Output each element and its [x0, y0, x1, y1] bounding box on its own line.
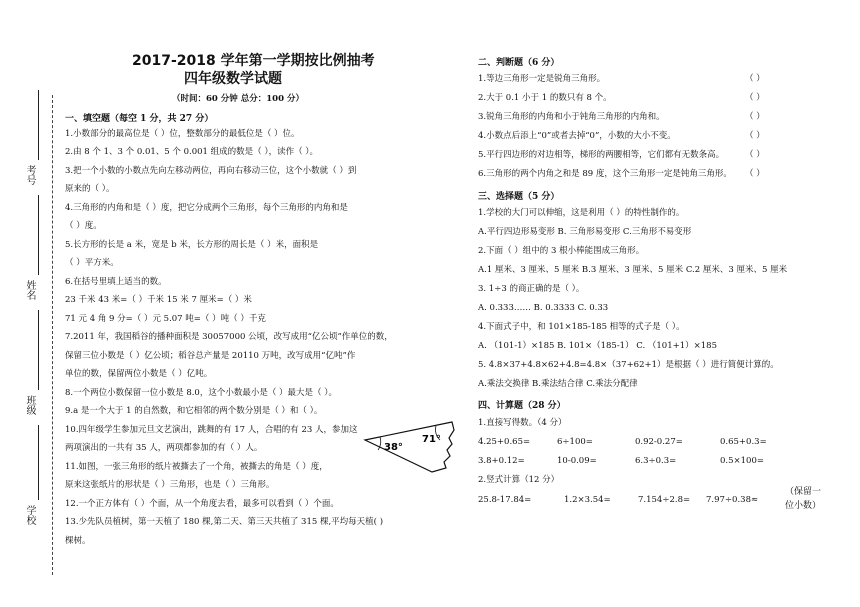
choice-line: A. （101-1）×185 B. 101×（185-1） C. （101+1）×185: [478, 341, 718, 351]
judge-mark: （ ）: [745, 131, 765, 141]
question-line: 71 元 4 角 9 分=（ ）元 5.07 吨=（ ）吨（ ）千克: [65, 314, 266, 324]
calc-item: 0.5×100=: [720, 456, 764, 466]
section-calc: 四、计算题（28 分）: [478, 401, 566, 411]
question-line: 3.把一个小数的小数点先向左移动两位，再向右移动三位，这个小数就（ ）到: [65, 166, 357, 176]
binding-line-4: [38, 425, 39, 500]
calc-item: 7.154÷2.8=: [638, 495, 691, 505]
question-line: 1.小数部分的最高位是（ ）位，整数部分的最低位是（ ）位。: [65, 129, 300, 139]
cut-line: [52, 95, 53, 575]
calc-subtitle: 2.竖式计算（12 分）: [478, 475, 560, 485]
exam-subtitle: 四年级数学试题: [184, 71, 282, 87]
choice-line: 3. 1÷3 的商正确的是（ ）。: [478, 284, 585, 294]
binding-line-1: [38, 90, 39, 160]
choice-line: 4.下面式子中，和 101×185-185 相等的式子是（ ）。: [478, 322, 685, 332]
judge-mark: （ ）: [745, 74, 765, 84]
question-line: （ ）度。: [65, 221, 102, 231]
exam-title: 2017-2018 学年第一学期按比例抽考: [132, 53, 375, 69]
section-fill-blank: 一、填空题（每空 1 分，共 27 分）: [65, 114, 214, 124]
calc-item: 3.8+0.12=: [478, 456, 525, 466]
question-line: （ ）平方米。: [65, 258, 119, 268]
rounding-note-line2: 位小数）: [785, 501, 822, 511]
class-label: 班级: [24, 395, 35, 415]
judge-item: 6.三角形的两个内角之和是 89 度，这个三角形一定是钝角三角形。: [478, 169, 732, 179]
judge-item: 3.锐角三角形的内角和小于钝角三角形的内角和。: [478, 112, 665, 122]
question-line: 11.如图，一张三角形的纸片被撕去了一个角，被撕去的角是（ ）度，: [65, 462, 328, 472]
choice-line: 1.学校的大门可以伸缩，这是利用（ ）的特性制作的。: [478, 208, 685, 218]
name-label: 姓名: [24, 280, 35, 300]
question-line: 13.少先队员植树，第一天植了 180 棵,第二天、第三天共植了 315 棵,平均每天植( ): [65, 517, 384, 527]
rounding-note-line1: （保留一: [785, 487, 822, 497]
question-line: 23 千米 43 米=（ ）千米 15 米 7 厘米=（ ）米: [65, 295, 252, 305]
question-line: 7.2011 年，我国稻谷的播种面积是 30057000 公顷，改写成用“亿公顷”作单位的数，: [65, 332, 393, 342]
calc-item: 10-0.09=: [557, 456, 597, 466]
torn-triangle-figure: [362, 420, 462, 475]
question-line: 9.a 是一个大于 1 的自然数，和它相邻的两个数分别是（ ）和（ ）。: [65, 406, 323, 416]
choice-line: 5. 4.8×37+4.8×62+4.8=4.8×（37+62+1）是根据（ ）进行简便计算的。: [478, 360, 779, 370]
choice-line: A.乘法交换律 B.乘法结合律 C.乘法分配律: [478, 379, 638, 389]
calc-item: 1.2×3.54=: [564, 495, 611, 505]
exam-meta: （时间：60 分钟 总分：100 分）: [172, 94, 304, 104]
calc-item: 25.8-17.84=: [478, 495, 532, 505]
question-line: 原来这张纸片的形状是（ ）三角形，也是（ ）三角形。: [65, 480, 275, 490]
section-judge: 二、判断题（6 分）: [478, 58, 560, 68]
question-line: 10.四年级学生参加元旦文艺演出，跳舞的有 17 人，合唱的有 23 人，参加这: [65, 425, 358, 435]
judge-mark: （ ）: [745, 169, 765, 179]
question-line: 12.一个正方体有（ ）个面，从一个角度去看，最多可以看到（ ）个面。: [65, 499, 339, 509]
question-line: 8.一个两位小数保留一位小数是 8.0，这个小数最小是（ ）最大是（ ）。: [65, 388, 337, 398]
question-line: 单位的数，保留两位小数是（ ）亿吨。: [65, 369, 213, 379]
school-label: 学校: [24, 505, 35, 525]
rounding-note: [785, 485, 821, 513]
question-line: 保留三位小数是（ ）亿公顷；稻谷总产量是 20110 万吨，改写成用“亿吨”作: [65, 351, 356, 361]
calc-item: 6÷100=: [557, 437, 593, 447]
angle-label: 38°: [384, 442, 403, 453]
judge-mark: （ ）: [745, 112, 765, 122]
question-line: 6.在括号里填上适当的数。: [65, 277, 167, 287]
angle-label: 71°: [422, 434, 441, 445]
calc-item: 0.65+0.3=: [720, 437, 767, 447]
question-line: 两项演出的一共有 35 人，两项都参加的有（ ）人。: [65, 443, 263, 453]
question-line: 2.由 8 个 1、3 个 0.01、5 个 0.001 组成的数是（ ），读作（ ）。: [65, 147, 319, 157]
calc-subtitle: 1.直接写得数。（4 分）: [478, 418, 567, 428]
binding-line-2: [38, 195, 39, 275]
choice-line: A.1 厘米、3 厘米、5 厘米 B.3 厘米、3 厘米、5 厘米 C.2 厘米、3 厘米、5 厘米: [478, 265, 788, 275]
choice-line: 2.下面（ ）组中的 3 根小棒能围成三角形。: [478, 246, 645, 256]
judge-mark: （ ）: [745, 93, 765, 103]
calc-item: 4.25+0.65=: [478, 437, 531, 447]
section-choice: 三、选择题（5 分）: [478, 192, 560, 202]
calc-item: 0.92-0.27=: [635, 437, 683, 447]
choice-line: A. 0.333…… B. 0.3333 C. 0.33: [478, 303, 609, 313]
judge-item: 1.等边三角形一定是锐角三角形。: [478, 74, 606, 84]
judge-mark: （ ）: [745, 150, 765, 160]
judge-item: 4.小数点后添上“0”或者去掉“0”，小数的大小不变。: [478, 131, 676, 141]
calc-item: 7.97÷0.38≈: [706, 495, 759, 505]
question-line: 4.三角形的内角和是（ ）度，把它分成两个三角形，每个三角形的内角和是: [65, 203, 348, 213]
binding-line-3: [38, 310, 39, 390]
choice-line: A.平行四边形易变形 B. 三角形易变形 C.三角形不易变形: [478, 227, 692, 237]
question-line: 原来的（ ）。: [65, 184, 115, 194]
question-line: 5.长方形的长是 a 米，宽是 b 米，长方形的周长是（ ）米，面积是: [65, 240, 319, 250]
judge-item: 5.平行四边形的对边相等，梯形的两腰相等，它们都有无数条高。: [478, 150, 725, 160]
exam-number-label: 考号: [24, 165, 35, 185]
judge-item: 2.大于 0.1 小于 1 的数只有 8 个。: [478, 93, 612, 103]
question-line: 棵树。: [65, 536, 91, 546]
calc-item: 6.3÷0.3=: [635, 456, 677, 466]
